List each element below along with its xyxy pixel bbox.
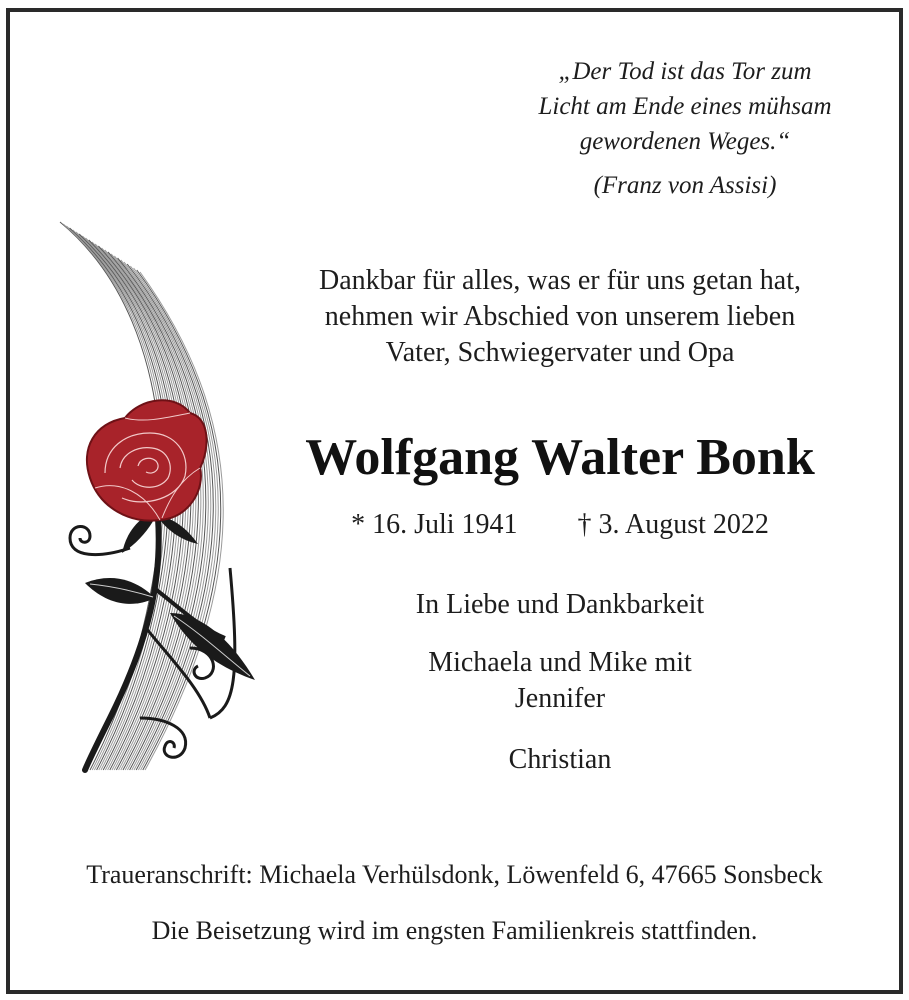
intro-line-2: nehmen wir Abschied von unserem lieben [324, 301, 796, 332]
leaf-left [85, 578, 155, 604]
mourner-line-3: Christian [508, 744, 612, 775]
tendril-bottom [140, 718, 186, 757]
quote-author: (Franz von Assisi) [593, 172, 777, 199]
birth-date: * 16. Juli 1941 [351, 509, 518, 540]
intro-line-3: Vater, Schwiegervater und Opa [385, 337, 735, 368]
deceased-name: Wolfgang Walter Bonk [305, 429, 815, 486]
life-dates [300, 507, 820, 543]
death-date: † 3. August 2022 [577, 509, 769, 540]
rose-illustration [50, 218, 270, 778]
quote-line-2: Licht am Ende eines mühsam [538, 93, 832, 120]
mourner-line-2: Jennifer [514, 683, 606, 714]
intro-text [250, 263, 870, 371]
rose-bloom [87, 400, 207, 520]
tendril-left [70, 526, 130, 554]
quote-line-3: gewordenen Weges.“ [579, 128, 791, 155]
intro-line-1: Dankbar für alles, was er für uns getan hat, [318, 265, 802, 296]
mourner-line-1: Michaela und Mike mit [428, 647, 692, 678]
closing-line: In Liebe und Dankbarkeit [415, 589, 705, 620]
burial-note: Die Beisetzung wird im engsten Familienkreis stattfinden. [151, 916, 758, 945]
mourning-address: Traueranschrift: Michaela Verhülsdonk, Löwenfeld 6, 47665 Sonsbeck [86, 860, 823, 889]
quote [505, 54, 865, 159]
quote-line-1: „Der Tod ist das Tor zum [558, 58, 812, 85]
mourners-group-1 [300, 645, 820, 717]
